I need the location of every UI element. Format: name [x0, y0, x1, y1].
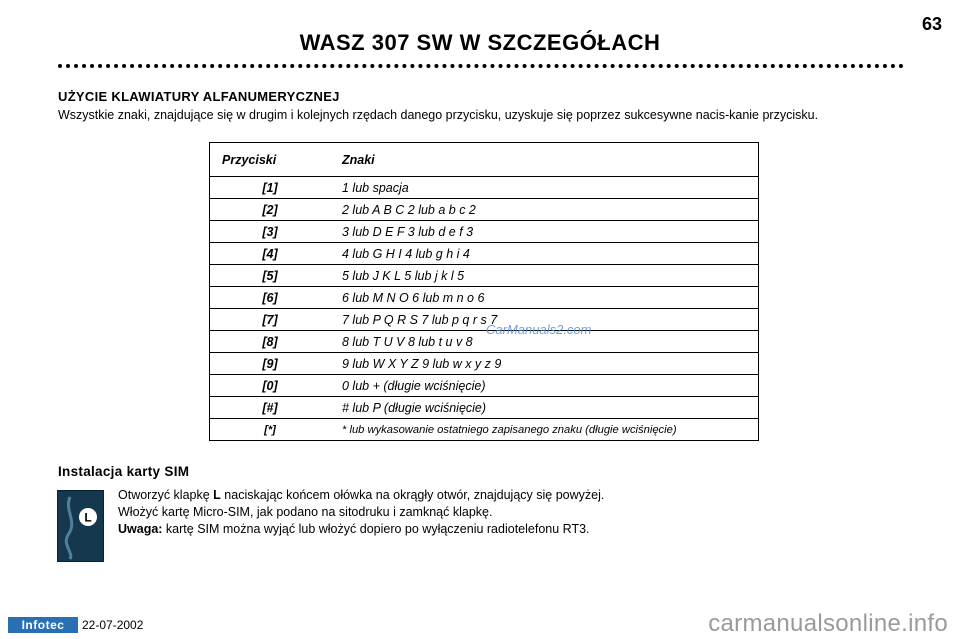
sim-heading: Instalacja karty SIM	[58, 464, 190, 479]
chars-cell: 3 lub D E F 3 lub d e f 3	[330, 221, 759, 243]
key-cell: [1]	[210, 177, 331, 199]
chars-cell: 0 lub + (długie wciśnięcie)	[330, 375, 759, 397]
page-title: WASZ 307 SW W SZCZEGÓŁACH	[299, 30, 661, 55]
table-row	[210, 265, 759, 287]
header-keys: Przyciski	[210, 143, 331, 177]
key-cell: [0]	[210, 375, 331, 397]
watermark: CarManuals2.com	[486, 322, 592, 337]
table-row	[210, 177, 759, 199]
chars-cell: 5 lub J K L 5 lub j k l 5	[330, 265, 759, 287]
table-row	[210, 353, 759, 375]
key-cell: [*]	[210, 419, 331, 441]
table-row	[210, 309, 759, 331]
key-cell: [6]	[210, 287, 331, 309]
sim-line-3: Uwaga: kartę SIM można wyjąć lub włożyć dopiero po wyłączeniu radiotelefonu RT3.	[118, 522, 590, 536]
table-row	[210, 375, 759, 397]
chars-cell: 7 lub P Q R S 7 lub p q r s 7	[330, 309, 759, 331]
chars-cell: 6 lub M N O 6 lub m n o 6	[330, 287, 759, 309]
key-cell: [9]	[210, 353, 331, 375]
infotec-logo: Infotec	[8, 617, 78, 633]
intro-paragraph: Wszystkie znaki, znajdujące się w drugim i kolejnych rzędach danego przycisku, uzyskuje się poprzez sukcesywne nacis-kanie przycisku.	[58, 108, 819, 122]
chars-cell: 9 lub W X Y Z 9 lub w x y z 9	[330, 353, 759, 375]
chars-cell: 8 lub T U V 8 lub t u v 8	[330, 331, 759, 353]
page-number: 63	[921, 14, 942, 34]
key-cell: [4]	[210, 243, 331, 265]
key-cell: [#]	[210, 397, 331, 419]
table-row	[210, 287, 759, 309]
key-cell: [2]	[210, 199, 331, 221]
section-heading: UŻYCIE KLAWIATURY ALFANUMERYCZNEJ	[58, 89, 340, 104]
table-header-row	[210, 143, 759, 177]
header-chars: Znaki	[330, 143, 759, 177]
dotted-divider	[58, 64, 904, 68]
key-cell: [7]	[210, 309, 331, 331]
table-row	[210, 331, 759, 353]
chars-cell: 1 lub spacja	[330, 177, 759, 199]
chars-cell: 4 lub G H I 4 lub g h i 4	[330, 243, 759, 265]
keypad-table	[209, 142, 759, 441]
footer-site: carmanualsonline.info	[708, 610, 948, 637]
chars-cell: 2 lub A B C 2 lub a b c 2	[330, 199, 759, 221]
footer-date: 22-07-2002	[82, 618, 144, 632]
table-row	[210, 419, 759, 441]
key-cell: [5]	[210, 265, 331, 287]
table-row	[210, 199, 759, 221]
sim-line-1: Otworzyć klapkę L naciskając końcem ołówka na okrągły otwór, znajdujący się powyżej.	[118, 488, 605, 502]
table-row	[210, 243, 759, 265]
sim-line-2: Włożyć kartę Micro-SIM, jak podano na sitodruku i zamknąć klapkę.	[118, 505, 493, 519]
table-row	[210, 397, 759, 419]
sim-slot-image	[57, 490, 104, 562]
sim-slot-illustration	[58, 491, 103, 561]
chars-cell: * lub wykasowanie ostatniego zapisanego znaku (długie wciśnięcie)	[330, 419, 759, 441]
sim-instructions	[118, 487, 898, 538]
table-row	[210, 221, 759, 243]
key-cell: [8]	[210, 331, 331, 353]
sim-slot-label: L	[84, 510, 92, 525]
chars-cell: # lub P (długie wciśnięcie)	[330, 397, 759, 419]
key-cell: [3]	[210, 221, 331, 243]
